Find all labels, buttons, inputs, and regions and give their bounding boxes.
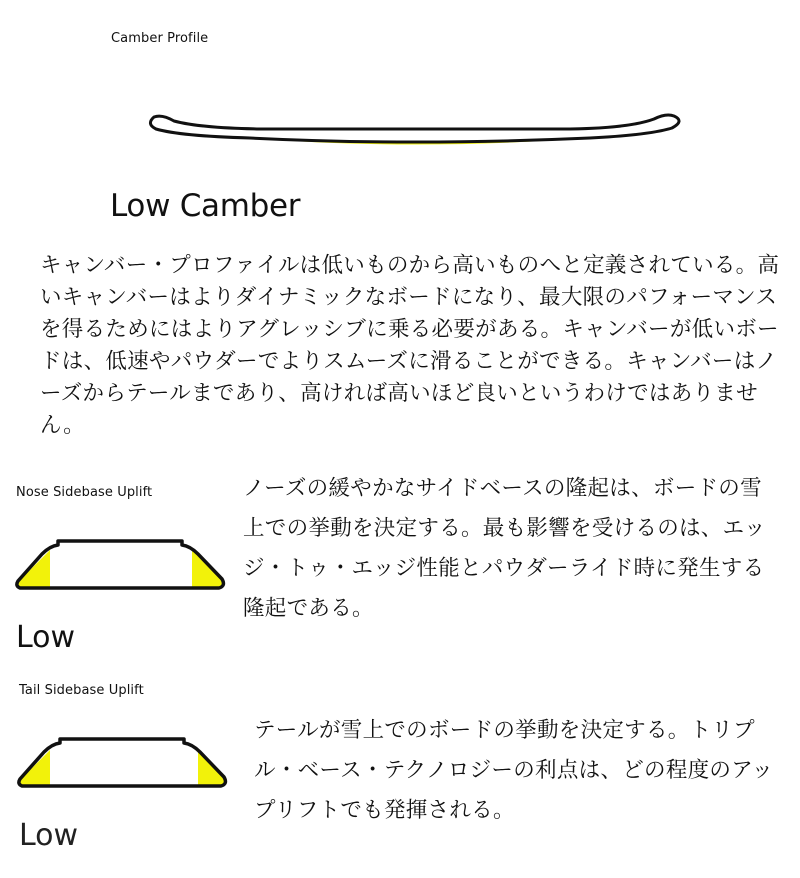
board-outline [150, 115, 679, 142]
tail-sidebase-label: Tail Sidebase Uplift [19, 683, 144, 698]
nose-left-fill [18, 550, 51, 588]
camber-profile-graphic [140, 104, 690, 150]
tail-description: テールが雪上でのボードの挙動を決定する。トリプル・ベース・テクノロジーの利点は、どの程度のアップリフトでも発揮される。 [254, 718, 774, 823]
tail-level: Low [19, 818, 79, 853]
camber-title: Low Camber [110, 188, 301, 224]
nose-uplift-graphic [14, 536, 226, 594]
tail-left-fill [20, 750, 51, 786]
nose-level: Low [16, 620, 76, 655]
tail-uplift-graphic [16, 734, 228, 792]
nose-right-fill [192, 550, 223, 588]
camber-description: キャンバー・プロファイルは低いものから高いものへと定義されている。高いキャンバーはよりダイナミックなボードになり、最大限のパフォーマンスを得るためにはよりアグレッシブに乗る必要がある。キャンバーが低いボードは、低速やパウダーでよりスムーズに滑ることができる。キャンバーはノーズからテールまであり、高ければ高いほど良いというわけではありません。 [40, 253, 780, 438]
nose-sidebase-label: Nose Sidebase Uplift [16, 485, 153, 500]
camber-profile-label: Camber Profile [111, 31, 209, 46]
nose-description: ノーズの緩やかなサイドベースの隆起は、ボードの雪上での挙動を決定する。最も影響を受けるのは、エッジ・トゥ・エッジ性能とパウダーライド時に発生する隆起である。 [243, 476, 766, 621]
